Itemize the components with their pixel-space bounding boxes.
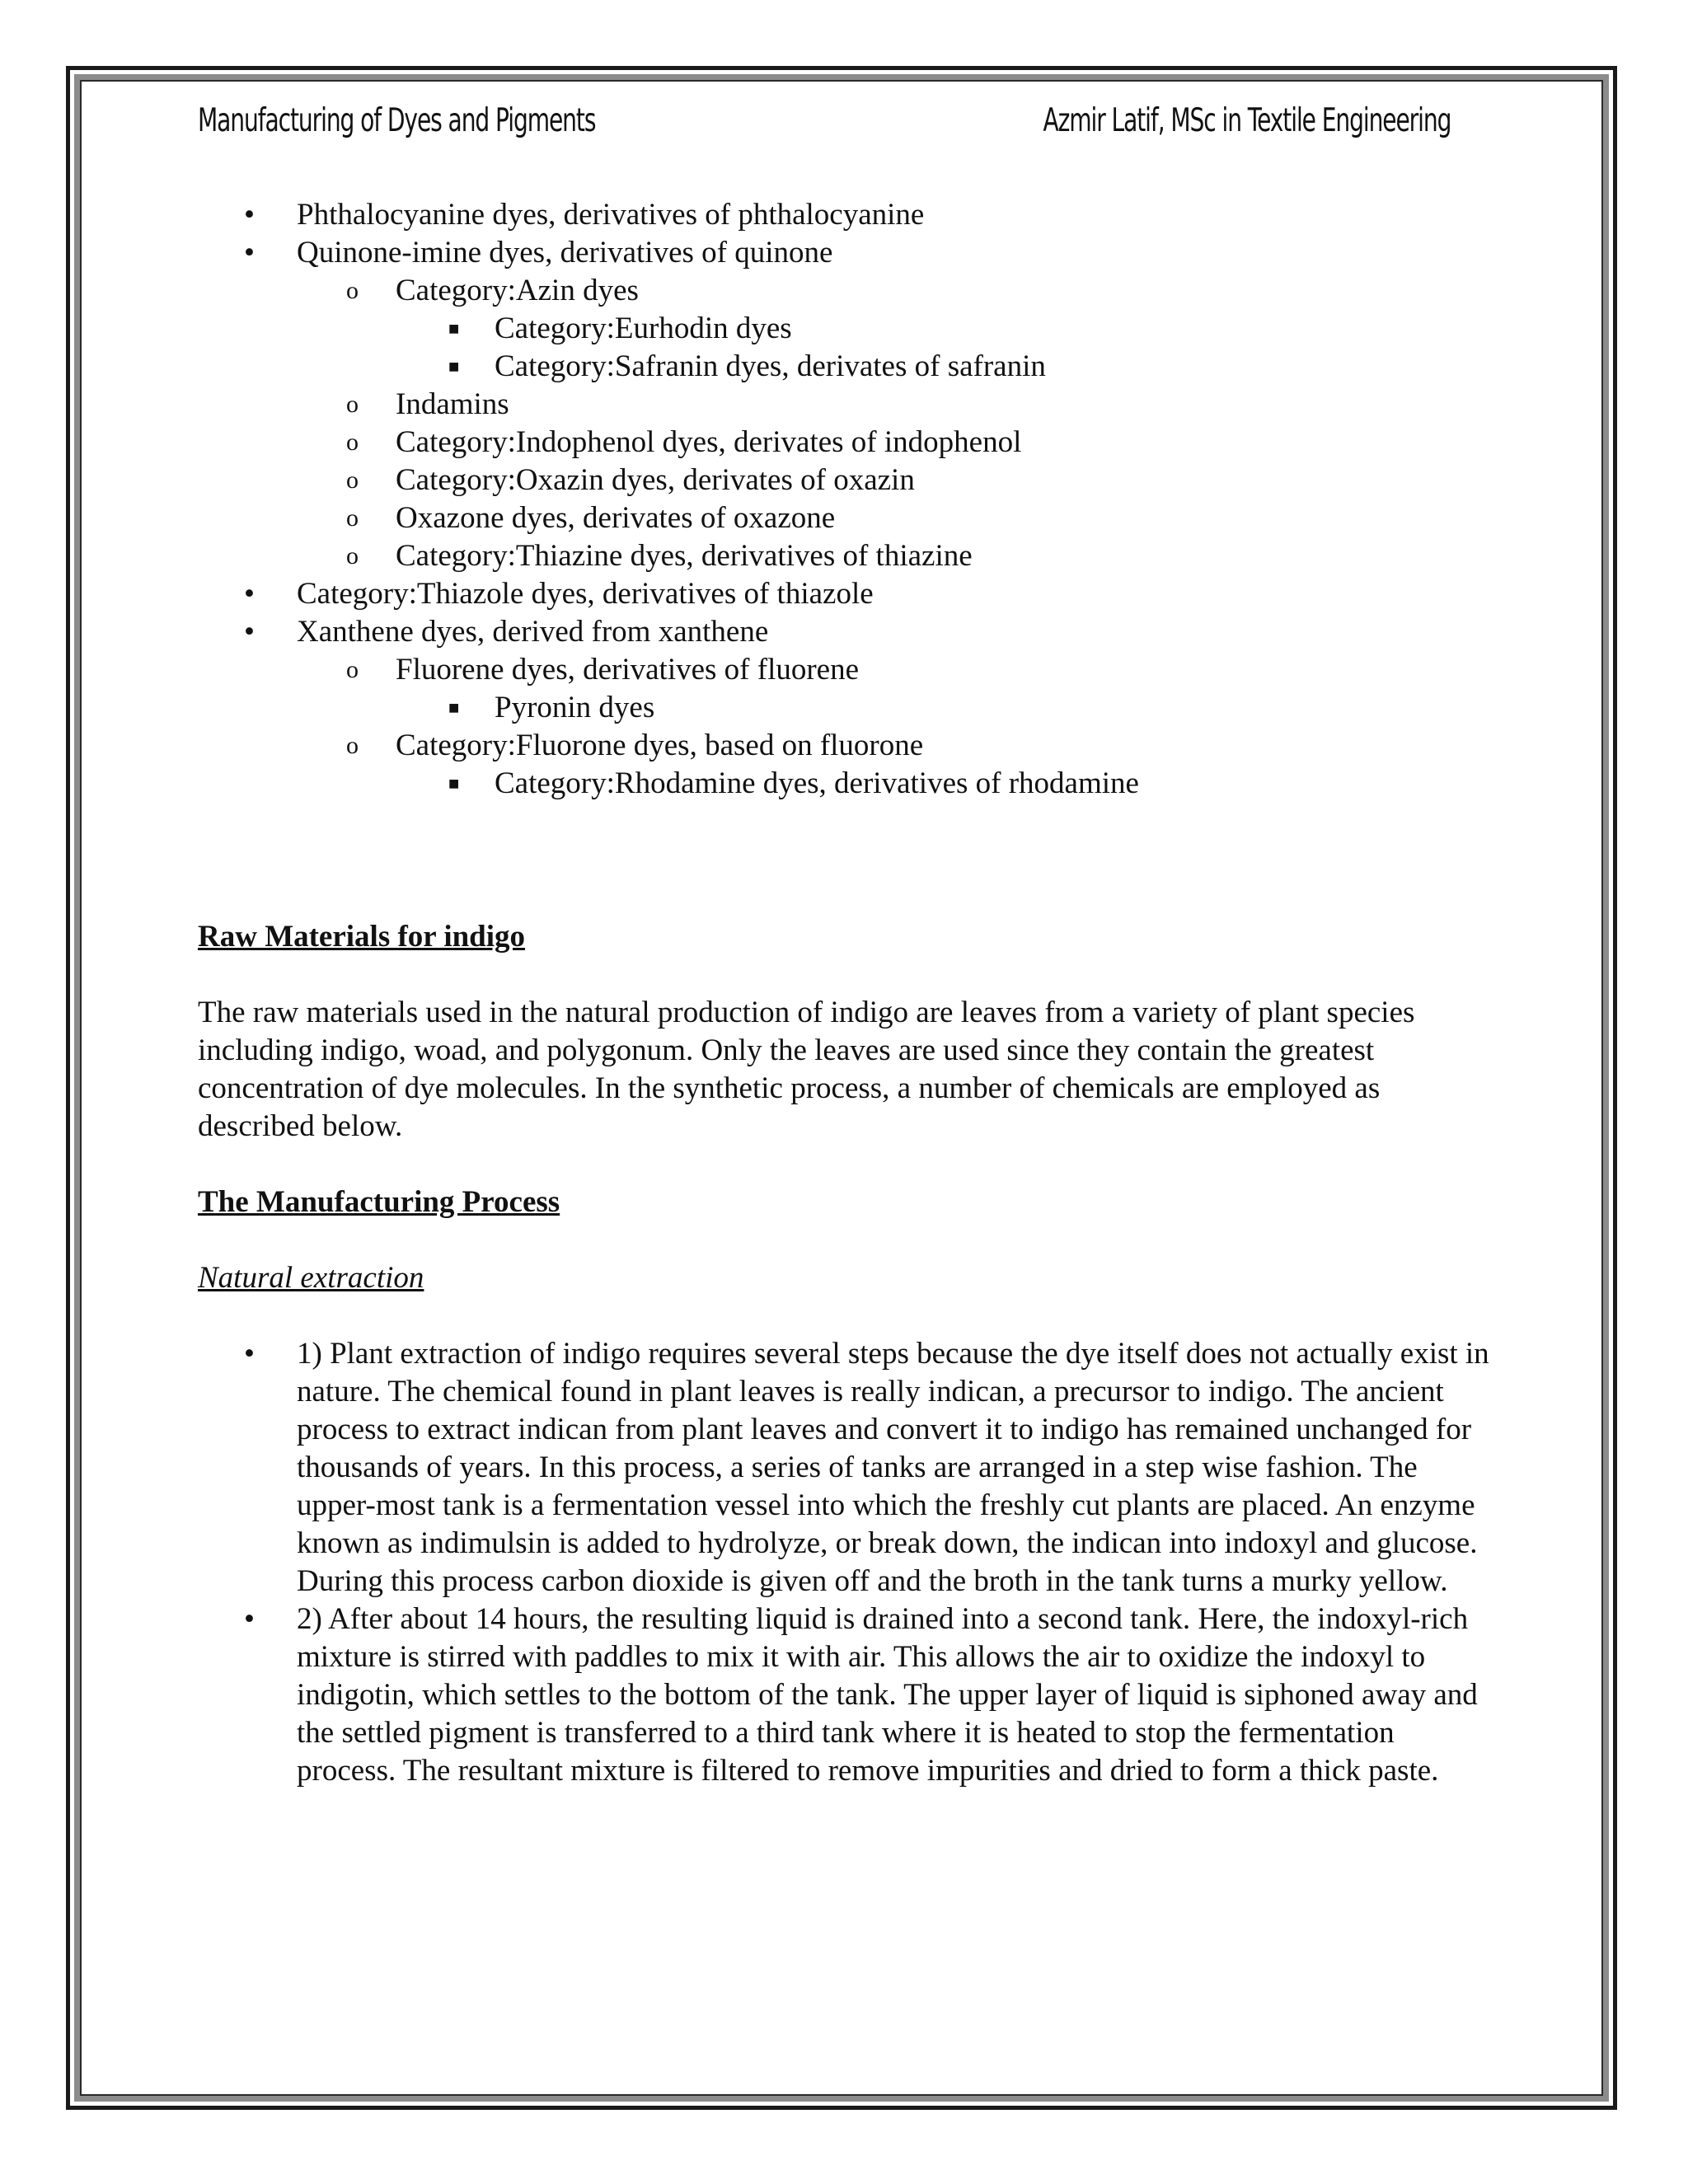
list-item: o Category:Indophenol dyes, derivates of indophenol (198, 424, 1500, 462)
list-item: o Fluorene dyes, derivatives of fluorene (198, 651, 1500, 689)
bullet-dot-icon: • (244, 615, 255, 649)
natural-extraction-subheading: Natural extraction (198, 1261, 424, 1295)
list-item: • Xanthene dyes, derived from xanthene (198, 613, 1500, 651)
raw-materials-paragraph: The raw materials used in the natural production of indigo are leaves from a variety of plant species including indigo, woad, and polygonum. Only the leaves are used since they contain the greatest concentration of dye molecules. In the synthetic process, a number of chemicals are employed as described below. (198, 996, 1415, 1143)
list-item: ■ Pyronin dyes (198, 689, 1500, 727)
bullet-circle-icon: o (346, 656, 359, 683)
bullet-circle-icon: o (346, 277, 359, 304)
list-item: ■ Category:Rhodamine dyes, derivatives of rhodamine (198, 765, 1500, 803)
list-item: • Quinone-imine dyes, derivatives of quinone (198, 234, 1500, 272)
bullet-circle-icon: o (346, 429, 359, 456)
bullet-dot-icon: • (244, 1602, 255, 1636)
page-content (198, 196, 1500, 1790)
list-item: o Category:Azin dyes (198, 272, 1500, 310)
bullet-square-icon: ■ (448, 773, 460, 794)
list-item: • Phthalocyanine dyes, derivatives of phthalocyanine (198, 196, 1500, 234)
bullet-dot-icon: • (244, 1337, 255, 1371)
list-item: • Category:Thiazole dyes, derivatives of thiazole (198, 575, 1500, 613)
list-item: ■ Category:Safranin dyes, derivates of safranin (198, 348, 1500, 386)
bullet-circle-icon: o (346, 542, 359, 569)
bullet-square-icon: ■ (448, 356, 460, 377)
dye-classification-list (198, 196, 1500, 803)
bullet-dot-icon: • (244, 198, 255, 232)
bullet-circle-icon: o (346, 732, 359, 759)
manufacturing-heading: The Manufacturing Process (198, 1185, 560, 1219)
list-item: o Indamins (198, 386, 1500, 424)
process-step: • 1) Plant extraction of indigo requires several steps because the dye itself does not actually exist in nature. The chemical found in plant leaves is really indican, a precursor to indigo. The ancient process to extract indican from plant leaves and convert it to indigo has remained unchanged for thousands of years. In this process, a series of tanks are arranged in a step wise fashion. The upper-most tank is a fermentation vessel into which the freshly cut plants are placed. An enzyme known as indimulsin is added to hydrolyze, or break down, the indican into indoxyl and glucose. During this process carbon dioxide is given off and the broth in the tank turns a murky yellow. (244, 1337, 1489, 1598)
list-item: o Category:Fluorone dyes, based on fluorone (198, 727, 1500, 765)
bullet-circle-icon: o (346, 466, 359, 494)
process-step: • 2) After about 14 hours, the resulting liquid is drained into a second tank. Here, the indoxyl-rich mixture is stirred with paddles to mix it with air. This allows the air to oxidize the indoxyl to indigotin, which settles to the bottom of the tank. The upper layer of liquid is siphoned away and the settled pigment is transferred to a third tank where it is heated to stop the fermentation process. The resultant mixture is filtered to remove impurities and dried to form a thick paste. (244, 1602, 1478, 1788)
process-steps-list (198, 1335, 1500, 1790)
bullet-square-icon: ■ (448, 318, 460, 339)
bullet-square-icon: ■ (448, 697, 460, 718)
bullet-dot-icon: • (244, 236, 255, 269)
header-author: Azmir Latif, MSc in Textile Engineering (1043, 102, 1451, 139)
bullet-circle-icon: o (346, 504, 359, 532)
list-item: o Oxazone dyes, derivates of oxazone (198, 499, 1500, 537)
raw-materials-heading: Raw Materials for indigo (198, 920, 526, 954)
list-item: ■ Category:Eurhodin dyes (198, 310, 1500, 348)
list-item: o Category:Oxazin dyes, derivates of oxazin (198, 462, 1500, 499)
header-title: Manufacturing of Dyes and Pigments (198, 102, 596, 139)
bullet-dot-icon: • (244, 577, 255, 611)
bullet-circle-icon: o (346, 391, 359, 418)
list-item: o Category:Thiazine dyes, derivatives of thiazine (198, 537, 1500, 575)
